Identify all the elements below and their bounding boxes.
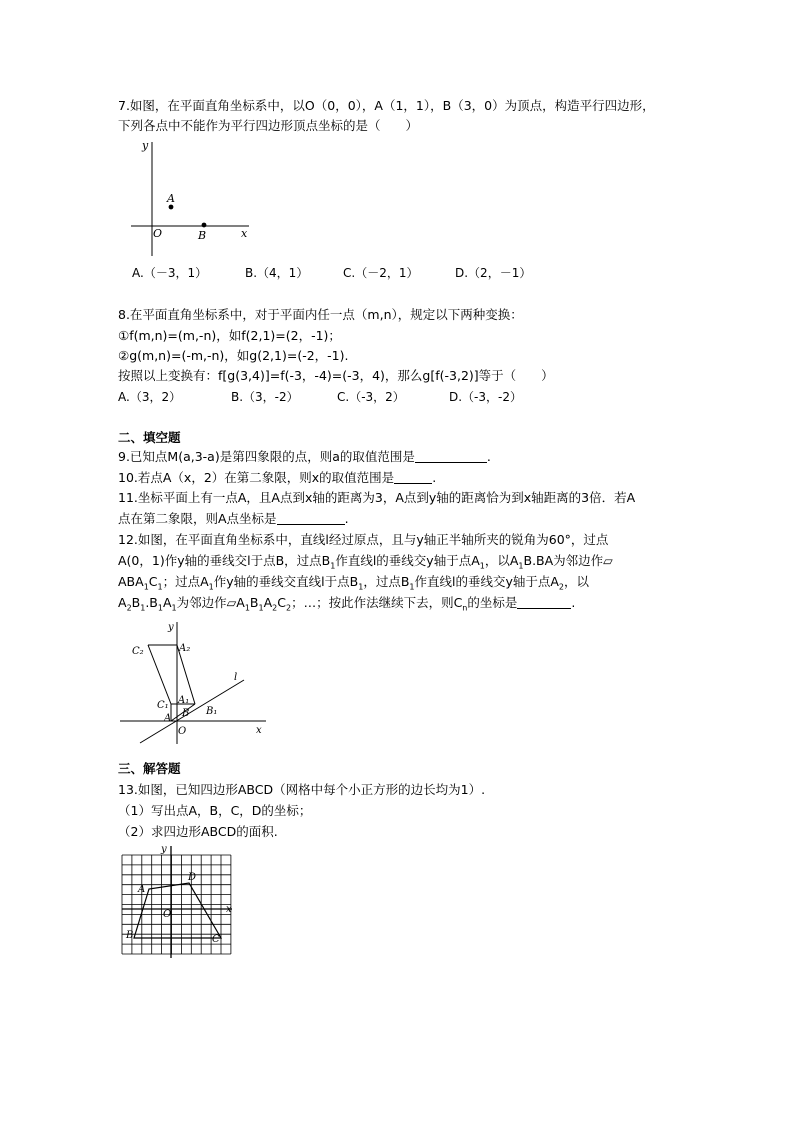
q13-quadrilateral [134,883,221,938]
q12-label-a1: A₁ [178,695,190,706]
q13-label-y: y [161,844,167,855]
q13-label-d: D [188,872,197,883]
q11-line-1: 11.坐标平面上有一点A，且A点到x轴的距离为3，A点到y轴的距离恰为到x轴距离的3倍．若A [118,490,636,505]
q7-point-a [169,205,174,210]
q9-blank[interactable] [415,448,487,463]
q12-blank[interactable] [517,594,571,609]
q12-label-b: B [182,708,190,719]
q7-figure [125,138,255,260]
q7-option-d: D.（2，－1） [455,266,532,280]
q7-label-o: O [153,227,163,240]
q7-label-y: y [142,139,149,152]
q12-label-c2: C₂ [132,646,144,657]
q12-label-a: A [164,713,172,724]
q8-line-2: ①f(m,n)=(m,-n)，如f(2,1)=(2，-1)； [118,328,341,343]
q7-label-b: B [198,229,207,242]
q7-option-a: A.（－3，1） [132,266,208,280]
q8-option-d: D.（-3，-2） [449,390,522,404]
q12-label-y: y [168,622,174,633]
q12-label-b1: B₁ [206,706,218,717]
q7-option-b: B.（4，1） [245,266,309,280]
q11-line-2: 点在第二象限，则A点坐标是 . [118,511,349,526]
q12-label-x: x [256,725,262,736]
q8-option-c: C.（-3，2） [337,390,405,404]
section-fill-in-heading: 二、填空题 [118,430,181,445]
q12-line-4: $A_2B_1.B_1A_1$为邻边作$▱A_1B_1A_2C_2$；…；按此作法继续下去，则$C_n$的坐标是 . [118,595,576,613]
q13-label-b: B [126,930,134,941]
q13-label-a: A [138,884,146,895]
q13-label-o: O [163,909,172,920]
q8-option-a: A.（3，2） [118,390,182,404]
q13-line-2: （1）写出点A，B，C，D的坐标； [118,803,312,818]
q7-option-c: C.（－2，1） [343,266,419,280]
q12-figure [118,618,278,746]
q8-line-4: 按照以上变换有：f[g(3,4)]=f(-3，-4)=(-3，4)，那么g[f(-3,2)]等于（ ） [118,368,554,383]
q7-line-2: 下列各点中不能作为平行四边形顶点坐标的是（ ） [118,118,419,133]
q12-label-a2: A₂ [179,643,191,654]
q13-line-3: （2）求四边形ABCD的面积. [118,824,278,839]
section-solve-heading: 三、解答题 [118,761,181,776]
q8-line-1: 8.在平面直角坐标系中，对于平面内任一点（m,n），规定以下两种变换： [118,307,523,322]
q12-line-2: A(0，1)作y轴的垂线交l于点B，过点$B_1$作直线l的垂线交y轴于点$A_1$，以$A_1B.BA$为邻边作▱ [118,553,613,571]
q13-line-1: 13.如图，已知四边形ABCD（网格中每个小正方形的边长均为1）. [118,782,486,797]
q7-label-x: x [241,227,248,240]
q10-blank[interactable] [394,469,432,484]
q13-figure [114,842,238,962]
q7-line-1: 7.如图，在平面直角坐标系中，以O（0，0），A（1，1），B（3，0）为顶点，构造平行四边形， [118,98,655,113]
q10-text: 10.若点A（x，2）在第二象限，则x的取值范围是 . [118,470,437,485]
q7-label-a: A [167,192,175,205]
q8-line-3: ②g(m,n)=(-m,-n)，如g(2,1)=(-2，-1). [118,348,349,363]
q7-point-b [202,223,207,228]
q12-label-c1: C₁ [157,700,169,711]
q12-line-1: 12.如图，在平面直角坐标系中，直线l经过原点，且与y轴正半轴所夹的锐角为60°，过点 [118,532,609,547]
q13-label-c: C [212,934,220,945]
q12-label-o: O [178,726,187,737]
q13-label-x: x [226,904,232,915]
q9-text: 9.已知点M(a,3-a)是第四象限的点，则a的取值范围是 . [118,449,491,464]
q12-label-l: l [234,672,238,683]
q12-line-3: $ABA_1C_1$；过点$A_1$作y轴的垂线交直线l于点$B_1$，过点$B_1$作直线l的垂线交y轴于点$A_2$，以 [118,574,590,592]
q8-option-b: B.（3，-2） [231,390,299,404]
q11-blank[interactable] [277,510,345,525]
